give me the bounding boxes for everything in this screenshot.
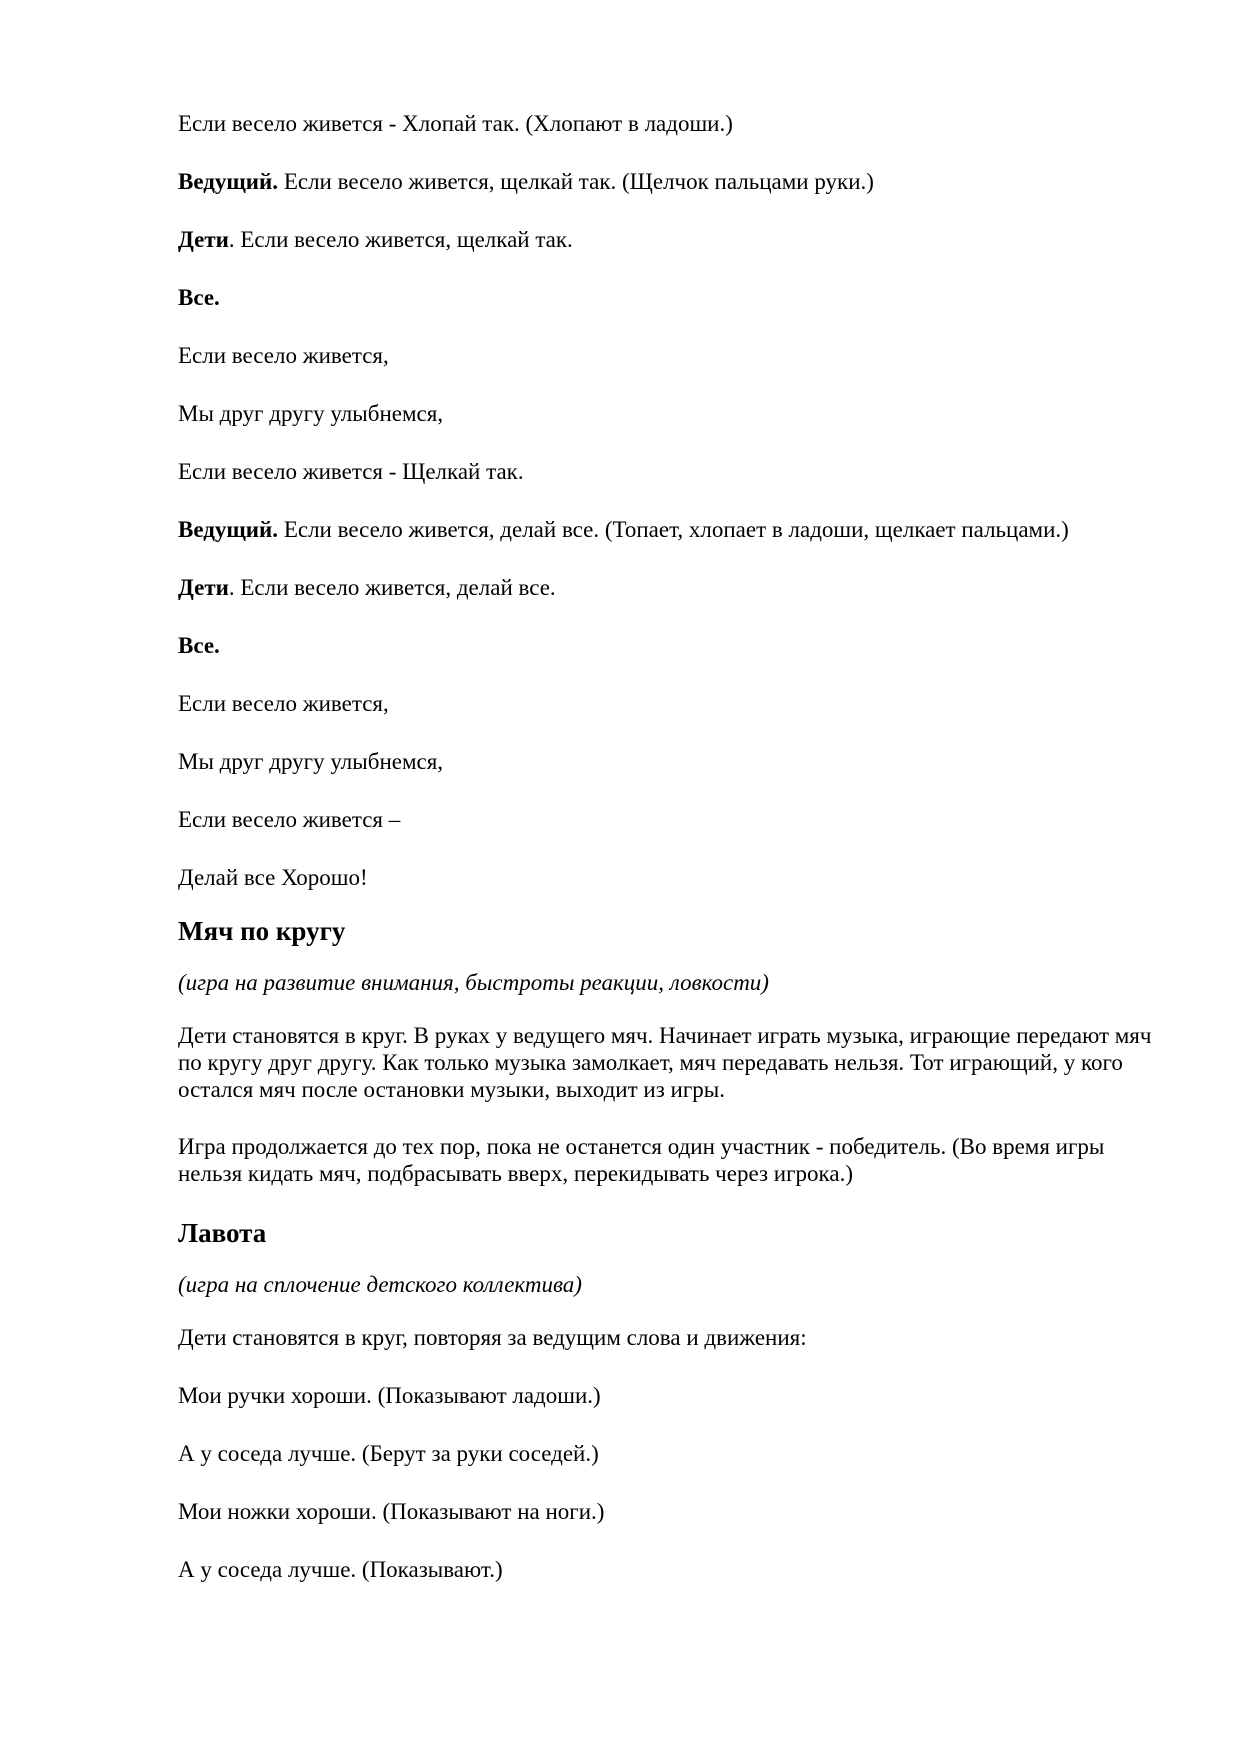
game-lavota-line: Мои ножки хороши. (Показывают на ноги.) xyxy=(178,1499,605,1524)
song-line xyxy=(178,110,1158,137)
line-text: Если весело живется, xyxy=(178,343,389,368)
song-line xyxy=(178,574,1158,601)
line-text: Если весело живется, xyxy=(178,691,389,716)
game-lavota-title: Лавота xyxy=(178,1218,267,1248)
line-text: Мы друг другу улыбнемся, xyxy=(178,749,444,774)
speaker-label: Все. xyxy=(178,285,220,310)
game-ball-section xyxy=(178,915,1158,1187)
speaker-label: Ведущий. xyxy=(178,169,279,194)
song-line xyxy=(178,226,1158,253)
document-page xyxy=(178,110,1158,1614)
song-line xyxy=(178,690,1158,717)
game-ball-paragraph: Дети становятся в круг. В руках у ведущего мяч. Начинает играть музыка, играющие передают мяч по кругу друг другу. Как только музыка замолкает, мяч передавать нельзя. Тот играющий, у кого остался мяч после остановки музыки, выходит из игры. xyxy=(178,1023,1152,1102)
game-ball-paragraph: Игра продолжается до тех пор, пока не останется один участник - победитель. (Во время игры нельзя кидать мяч, подбрасывать вверх, перекидывать через игрока.) xyxy=(178,1134,1105,1186)
game-lavota-line: Мои ручки хороши. (Показывают ладоши.) xyxy=(178,1383,601,1408)
song-line xyxy=(178,748,1158,775)
speaker-label: Дети xyxy=(178,227,229,252)
game-lavota-section xyxy=(178,1217,1158,1583)
speaker-label: Все. xyxy=(178,633,220,658)
song-line xyxy=(178,458,1158,485)
game-ball-title: Мяч по кругу xyxy=(178,916,346,946)
game-lavota-line: Дети становятся в круг, повторяя за ведущим слова и движения: xyxy=(178,1325,807,1350)
song-line xyxy=(178,400,1158,427)
game-lavota-subtitle: (игра на сплочение детского коллектива) xyxy=(178,1272,582,1297)
game-lavota-line: А у соседа лучше. (Берут за руки соседей.) xyxy=(178,1441,599,1466)
line-text: Мы друг другу улыбнемся, xyxy=(178,401,444,426)
song-line xyxy=(178,168,1158,195)
song-line xyxy=(178,342,1158,369)
song-line xyxy=(178,632,1158,659)
speaker-label: Дети xyxy=(178,575,229,600)
speaker-label: Ведущий. xyxy=(178,517,279,542)
song-line xyxy=(178,864,1158,891)
line-text: . Если весело живется, делай все. xyxy=(228,575,556,600)
line-text: Если весело живется, щелкай так. (Щелчок пальцами руки.) xyxy=(278,169,874,194)
line-text: Если весело живется - Хлопай так. (Хлопают в ладоши.) xyxy=(178,111,733,136)
line-text: Если весело живется, делай все. (Топает, хлопает в ладоши, щелкает пальцами.) xyxy=(278,517,1069,542)
song-line xyxy=(178,284,1158,311)
line-text: Если весело живется – xyxy=(178,807,401,832)
line-text: Делай все Хорошо! xyxy=(178,865,368,890)
song-line xyxy=(178,516,1158,543)
game-lavota-line: А у соседа лучше. (Показывают.) xyxy=(178,1557,503,1582)
game-ball-subtitle: (игра на развитие внимания, быстроты реакции, ловкости) xyxy=(178,970,769,995)
song-section xyxy=(178,110,1158,891)
line-text: Если весело живется - Щелкай так. xyxy=(178,459,524,484)
line-text: . Если весело живется, щелкай так. xyxy=(228,227,573,252)
song-line xyxy=(178,806,1158,833)
